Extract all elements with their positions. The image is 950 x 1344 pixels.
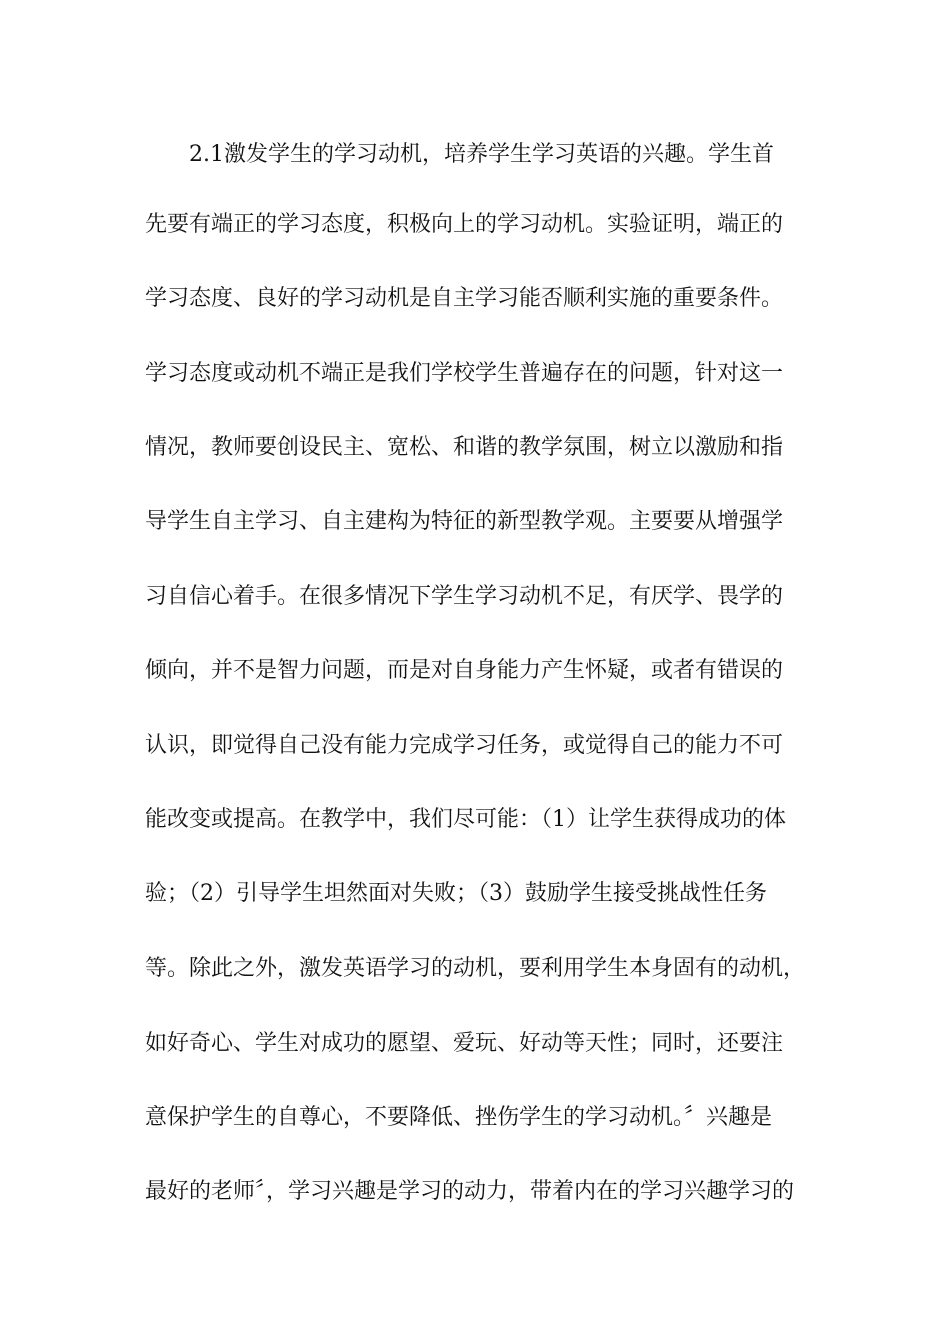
paragraph-line: 最好的老师〞，学习兴趣是学习的动力，带着内在的学习兴趣学习的: [145, 1179, 795, 1204]
paragraph-line: 认识，即觉得自己没有能力完成学习任务，或觉得自己的能力不可: [145, 733, 784, 758]
paragraph-line: 学习态度、良好的学习动机是自主学习能否顺利实施的重要条件。: [145, 286, 784, 311]
paragraph-line: 学习态度或动机不端正是我们学校学生普遍存在的问题，针对这一: [145, 361, 784, 386]
paragraph-line: 导学生自主学习、自主建构为特征的新型教学观。主要要从增强学: [145, 509, 784, 534]
paragraph-line: 习自信心着手。在很多情况下学生学习动机不足，有厌学、畏学的: [145, 584, 784, 609]
paragraph-line: 倾向，并不是智力问题，而是对自身能力产生怀疑，或者有错误的: [145, 658, 784, 683]
paragraph-line: 验；（2）引导学生坦然面对失败；（3）鼓励学生接受挑战性任务: [145, 881, 767, 906]
paragraph-line: 等。除此之外，激发英语学习的动机，要利用学生本身固有的动机，: [145, 956, 806, 981]
paragraph-line: 意保护学生的自尊心，不要降低、挫伤学生的学习动机。〞兴趣是: [145, 1105, 773, 1130]
paragraph-line: 2.1激发学生的学习动机，培养学生学习英语的兴趣。学生首: [189, 142, 774, 167]
paragraph-line: 先要有端正的学习态度，积极向上的学习动机。实验证明，端正的: [145, 212, 784, 237]
paragraph-line: 情况，教师要创设民主、宽松、和谐的教学氛围，树立以激励和指: [145, 435, 784, 460]
paragraph-line: 如好奇心、学生对成功的愿望、爱玩、好动等天性；同时，还要注: [145, 1031, 784, 1056]
paragraph-line: 能改变或提高。在教学中，我们尽可能：（1）让学生获得成功的体: [145, 807, 786, 832]
